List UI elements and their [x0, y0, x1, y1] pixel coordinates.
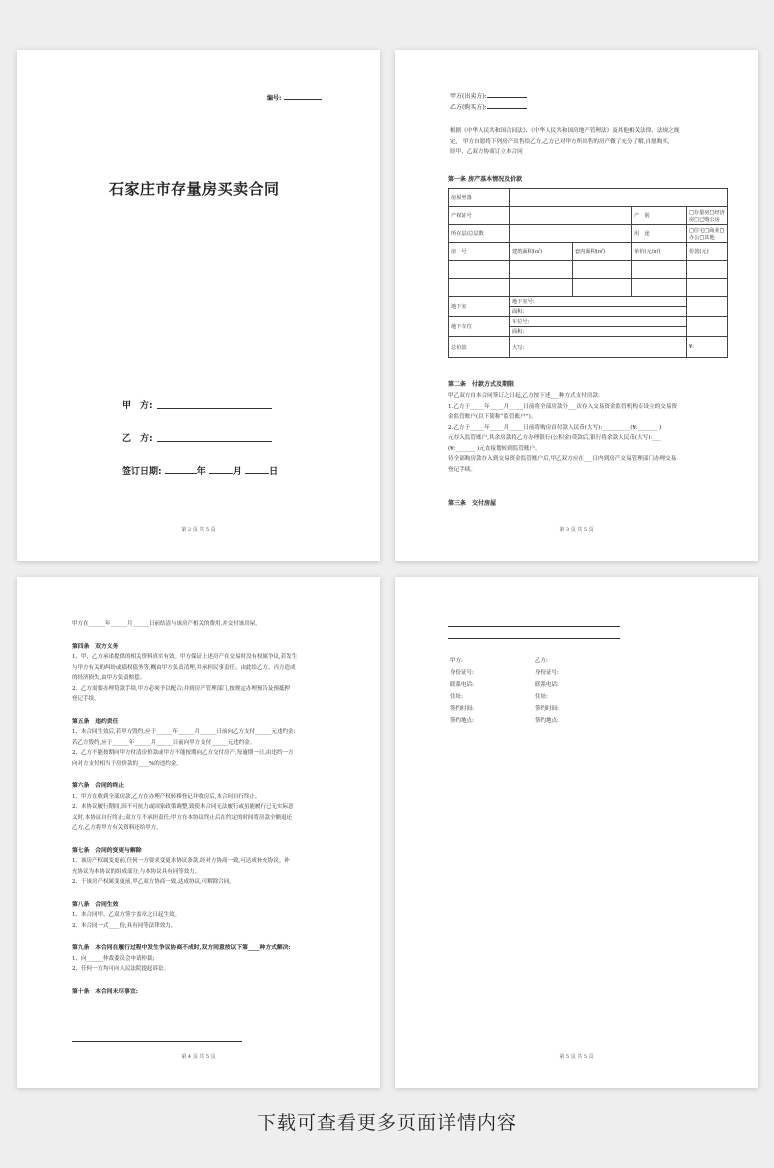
cell-usage-options[interactable]: □住宅□商业□办公□其他	[687, 225, 728, 243]
clause-heading: 第七条 合同的变更与解除	[72, 847, 142, 854]
signature-field-label: 签约时间:	[535, 706, 559, 712]
caption: 下载可查看更多页面详情内容	[256, 1112, 517, 1134]
cell-parking-area[interactable]: 面积:	[510, 327, 687, 337]
cell-basement-area[interactable]: 面积:	[510, 307, 687, 317]
header-unit-price: 单价(元/㎡)	[632, 243, 687, 261]
signature-field-label: 住址:	[535, 694, 548, 700]
cell-location-label: 房屋坐落	[449, 189, 510, 207]
year-label: 年	[196, 467, 206, 477]
page-number: 第 2 页 共 5 页	[181, 527, 216, 533]
clause-line: 1、向______仲裁委员会申请仲裁;	[72, 955, 155, 962]
blank-line-1[interactable]	[448, 626, 620, 627]
clause-line: 甲方在______年______月______日前结清与该房产相关的费用,并交付该房屋。	[72, 621, 261, 627]
clause-line: 1、该房产权属变更前,任何一方要求变更本协议条款,经对方协商一致,可达成补充协议。补	[72, 858, 290, 864]
clause-line: 2、本协议履行期间,因不可抗力或国家政策调整,致使本合同无法履行或虽能履行已无实际意	[72, 804, 294, 810]
blank-cell[interactable]	[687, 261, 728, 279]
payment-line: 甲乙双方自本合同签订之日起,乙方按下述___种方式支付房款:	[448, 393, 600, 399]
blank-cell[interactable]	[449, 261, 510, 279]
party-b-signature-block	[535, 655, 559, 727]
page-number: 第 4 页 共 5 页	[181, 1054, 216, 1060]
cell-total-yen[interactable]: ¥:	[687, 337, 728, 358]
remarks-line[interactable]	[72, 1041, 242, 1042]
intro-line-2: 定, 甲方自愿将下列房产出售给乙方,乙方已对甲方所出售的房产做了充分了解,自愿购买,	[450, 138, 670, 145]
clause-line: 充协议为本协议的组成部分,与本协议具有同等效力。	[72, 868, 201, 875]
sign-year-field[interactable]	[165, 473, 197, 474]
blank-cell[interactable]	[632, 261, 687, 279]
cell-location-value[interactable]	[510, 189, 728, 207]
signature-field-label: 签约时间:	[450, 706, 474, 712]
blank-cell[interactable]	[687, 317, 728, 337]
cell-cert-value[interactable]	[510, 207, 632, 225]
blank-cell[interactable]	[573, 279, 632, 297]
clause-line: 乙方,乙方将甲方有关资料还给甲方。	[72, 825, 162, 831]
contract-number-label: 编号:	[267, 95, 282, 102]
sign-day-field[interactable]	[245, 473, 269, 474]
clause-line: 2、于该房产权属变更前,甲乙双方协商一致,达成协议,可解除合同。	[72, 879, 235, 885]
clause-line: 登记手续。	[72, 696, 100, 702]
header-price: 价款(元)	[687, 243, 728, 261]
contract-number	[267, 93, 322, 102]
cell-type-label: 产 别	[632, 207, 687, 225]
clause-line: 向对方支付相当于房价款的____%的违约金。	[72, 760, 182, 767]
blank-cell[interactable]	[632, 279, 687, 297]
payment-line: 登记手续。	[448, 466, 476, 473]
clause-line: 2、乙方需要办理贷款手续,甲方必须予以配合;并到房产管理部门,按规定办理预告及预抵押	[72, 685, 290, 692]
blank-cell[interactable]	[687, 279, 728, 297]
cell-parking-no[interactable]: 车位号:	[510, 317, 687, 327]
party-b-field[interactable]	[157, 431, 272, 442]
header-inner-area: 套内面积(㎡)	[573, 243, 632, 261]
header-room-no: 房 号	[449, 243, 510, 261]
blank-cell[interactable]	[449, 279, 510, 297]
page-number: 第 5 页 共 5 页	[559, 1054, 594, 1060]
payment-paragraph	[448, 391, 730, 475]
clause-line: 的经济损失,由甲方负责赔偿。	[72, 675, 146, 681]
seller-field[interactable]	[487, 97, 527, 98]
clause-line: 若乙方毁约,应于______年______月______日前向甲方支付______元违约金。	[72, 739, 256, 746]
clause-line: 2、本合同一式____份,具有同等法律效力。	[72, 922, 177, 929]
blank-cell[interactable]	[510, 279, 573, 297]
blank-cell[interactable]	[687, 297, 728, 317]
intro-line-3: 经甲、乙双方协商订立本合同	[450, 149, 523, 155]
blank-cell[interactable]	[510, 261, 573, 279]
clause-line: 2、任何一方均可向人民法院提起诉讼。	[72, 966, 170, 972]
cell-total-upper[interactable]: 大写:	[510, 337, 687, 358]
signature-field-label: 住址:	[450, 694, 463, 700]
cell-parking-label: 地下车位	[449, 317, 510, 337]
seller-label: 甲方(出卖方):	[450, 93, 487, 100]
contract-number-field[interactable]	[284, 99, 322, 100]
signature-field-label: 签约地点:	[535, 718, 559, 724]
clause-heading: 第五条 违约责任	[72, 718, 119, 725]
contract-page-3	[395, 50, 758, 561]
clause-line: 1、本合同生效后,若甲方毁约,应于______年______月______日前向乙方支付______元违约金;	[72, 729, 296, 735]
sign-date-label: 签订日期:	[122, 467, 162, 477]
article-2-heading: 第二条 付款方式及期限	[448, 381, 515, 388]
payment-line: 金监管账户(以下简称“监管账户”)。	[448, 414, 537, 420]
article-1-heading: 第一条 房产基本情况及价款	[448, 176, 523, 183]
header-building-area: 建筑面积(㎡)	[510, 243, 573, 261]
payment-line: 2.乙方于_____年_____月_____日前将购房首付款人民币(大写):__________(¥:_______ )	[448, 424, 662, 431]
clause-heading: 第四条 双方义务	[72, 643, 119, 650]
cell-cert-label: 产权证号	[449, 207, 510, 225]
clauses-text	[72, 619, 352, 997]
clause-line: 1、甲方在收到全部房款,乙方在办理产权转移登记并收房后,本合同自行终止。	[72, 793, 261, 800]
cell-floor-value[interactable]	[510, 225, 632, 243]
party-a-field[interactable]	[157, 398, 272, 409]
intro-line-1: 根据《中华人民共和国合同法》、《中华人民共和国房地产管理法》及其他相关法律、法规之规	[450, 128, 680, 134]
contract-page-5	[395, 577, 758, 1088]
property-table	[448, 188, 728, 358]
article-3-heading: 第三条 交付房屋	[448, 500, 497, 507]
clause-heading: 第十条 本合同未尽事宜:	[72, 988, 138, 995]
cell-type-options[interactable]: □存量房□经济房□已购公房	[687, 207, 728, 225]
clause-heading: 第六条 合同的终止	[72, 783, 125, 789]
intro-paragraph	[450, 126, 720, 158]
signature-field-label: 联系电话:	[450, 682, 474, 688]
payment-line: 待全部购房款存入到交易资金监管账户后,甲乙双方应在___日内到房产交易管理部门办理交易	[448, 456, 677, 462]
cell-floor-label: 所在层/总层数	[449, 225, 510, 243]
sign-date	[122, 464, 278, 477]
cell-usage-label: 用 途	[632, 225, 687, 243]
sign-month-field[interactable]	[209, 473, 233, 474]
cover-page	[17, 50, 380, 561]
buyer-field[interactable]	[487, 108, 527, 109]
clause-heading: 第九条 本合同在履行过程中发生争议协商不成时,双方同意按以下第____种方式解决:	[72, 945, 291, 951]
signature-field-label: 甲方:	[450, 658, 463, 664]
blank-cell[interactable]	[573, 261, 632, 279]
party-a-label: 甲 方:	[122, 401, 153, 411]
payment-line: 元存入监管账户,其余房款将乙方办理银行(公积金)贷款后,银行将余款人民币(大写):___	[448, 435, 661, 441]
signature-field-label: 签约地点:	[450, 718, 474, 724]
contract-title: 石家庄市存量房买卖合同	[109, 180, 280, 198]
signature-field-label: 乙方:	[535, 658, 548, 664]
clause-line: 义时,本协议自行终止;双方互不承担责任;甲方在本协议终止后在约定的时间将房款全额退还	[72, 814, 292, 821]
clause-line: 2、乙方不能按期向甲方付清房价款或甲方不能按期向乙方交付房产,每逾期一日,由违约一方	[72, 750, 294, 756]
contract-page-4	[17, 577, 380, 1088]
signature-field-label: 身份证号:	[535, 670, 559, 676]
month-label: 月	[232, 467, 242, 477]
signature-field-label: 身份证号:	[450, 670, 474, 676]
blank-line-2[interactable]	[448, 638, 620, 639]
cell-total-label: 总价款	[449, 337, 510, 358]
page-number: 第 3 页 共 5 页	[559, 527, 594, 533]
day-label: 日	[269, 467, 279, 477]
buyer-line	[450, 103, 527, 112]
cell-basement-label: 地下室	[449, 297, 510, 317]
clause-heading: 第八条 合同生效	[72, 901, 119, 908]
clause-line: 1、本合同甲、乙双方签字盖章之日起生效。	[72, 912, 181, 918]
seller-line	[450, 92, 527, 101]
clause-line: 与甲方有关的纠纷或债权债务等,概由甲方负责清理,并承担民事责任。由此给乙方、丙方造成	[72, 664, 296, 671]
party-b-label: 乙 方:	[122, 434, 153, 444]
clause-line: 1、甲、乙方承诺提供的相关资料真实有效。甲方保证上述房产在交易时没有权属争议,若发生	[72, 654, 298, 660]
payment-line: 1.乙方于_____年_____月_____日前将全部房款分___次存入交易资金监管机构专设立的交易资	[448, 403, 678, 410]
payment-line: (¥:_______ )元直接划转到监管账户。	[448, 445, 541, 452]
cell-basement-no[interactable]: 地下室号:	[510, 297, 687, 307]
party-a-signature-block	[450, 655, 474, 727]
signature-field-label: 联系电话:	[535, 682, 559, 688]
buyer-label: 乙方(购买方):	[450, 104, 487, 111]
